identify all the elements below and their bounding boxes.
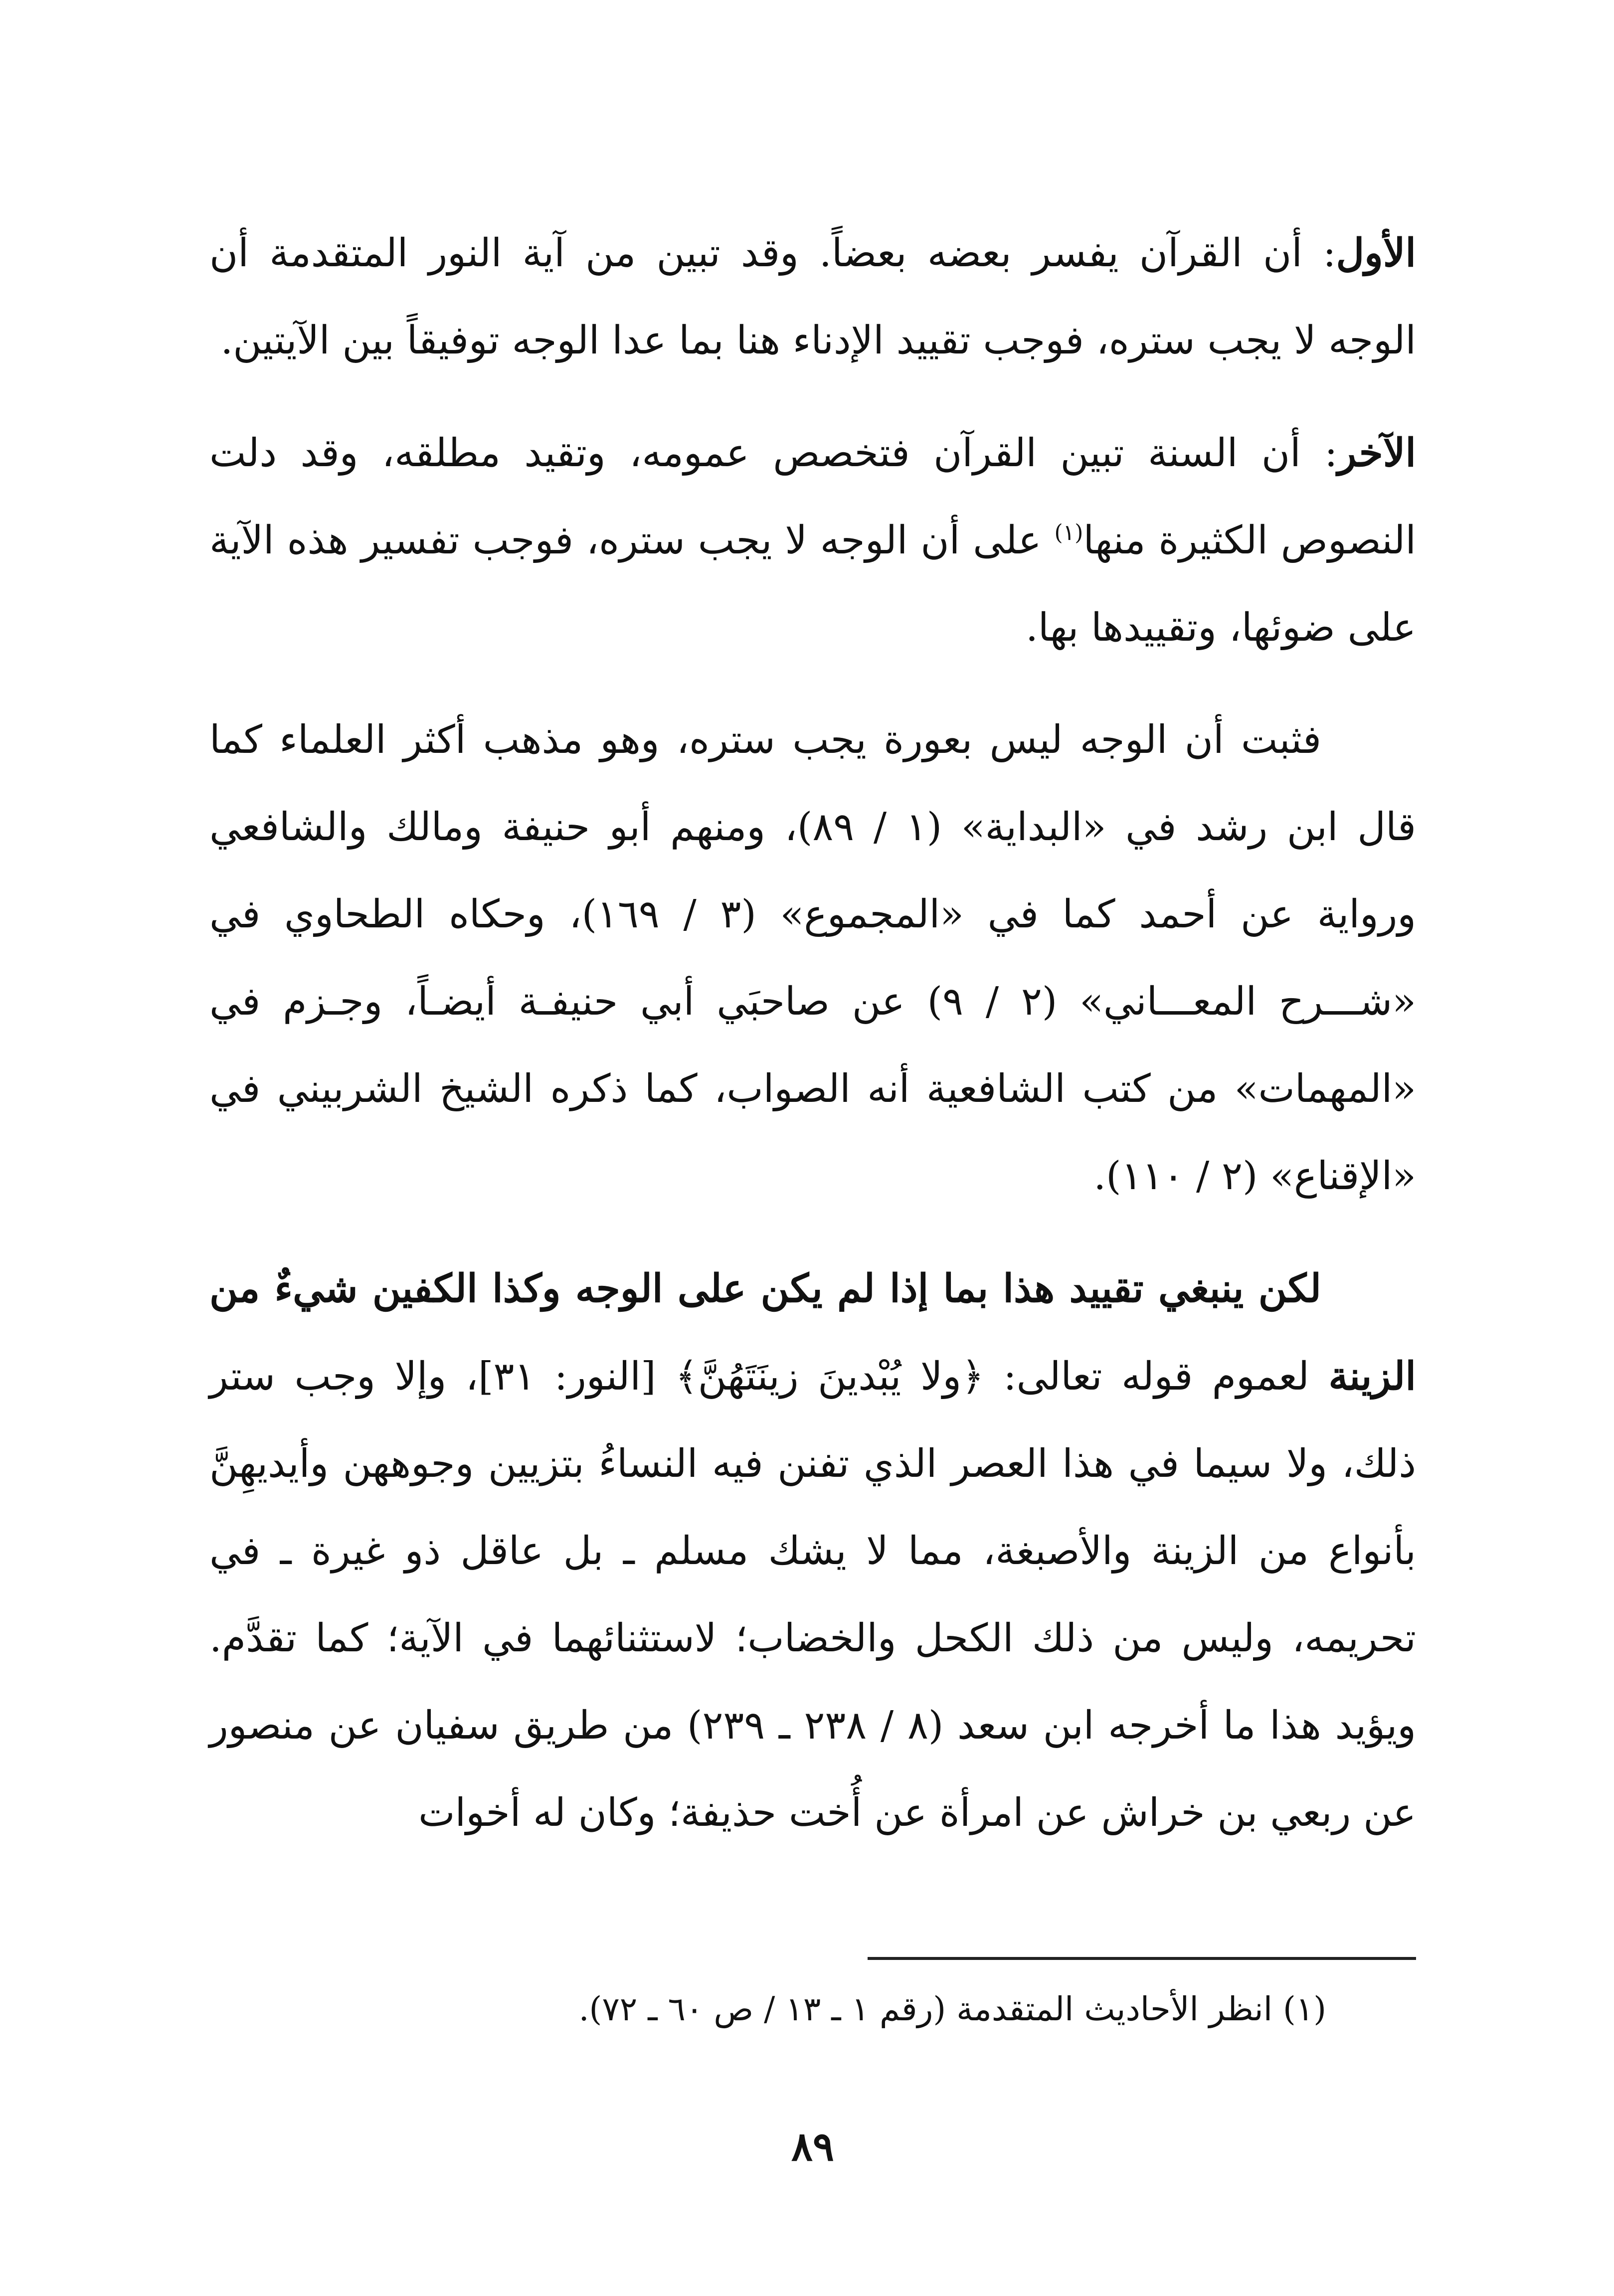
paragraph-third — [209, 697, 1416, 1220]
footnote: (١) انظر الأحاديث المتقدمة (رقم ١ ـ ١٣ / ص ٦٠ ـ ٧٢). — [578, 1990, 1326, 2028]
paragraph-lead: الأول — [1336, 230, 1416, 276]
paragraph-text: على أن الوجه لا يجب ستره، فوجب تفسير هذه الآية على ضوئها، وتقييدها بها. — [209, 518, 1416, 650]
paragraph-fourth — [209, 1245, 1416, 1857]
paragraph-text: فثبت أن الوجه ليس بعورة يجب ستره، وهو مذهب أكثر العلماء كما قال ابن رشد في «البداية» (١ / ٨٩)، ومنهم أبو حنيفة ومالك والشافعي ورواية عن أحمد كما في «المجموع» (٣ / ١٦٩)، وحكاه الطحاوي في «شـــرح المعـــاني» (٢ / ٩) عن صاحبَي أبي حنيفـة أيضـاً، وجـزم في «المهمات» من كتب الشافعية أنه الصواب، كما ذكره الشيخ الشربيني في «الإقناع» (٢ / ١١٠). — [209, 717, 1416, 1199]
paragraph-bold-text: لكن ينبغي تقييد هذا بما إذا لم يكن على الوجه وكذا الكفين شيءٌ من الزينة — [209, 1266, 1416, 1399]
paragraph-second — [209, 409, 1416, 672]
paragraph-first — [209, 209, 1416, 384]
main-text — [209, 209, 1416, 1857]
paragraph-text: لعموم قوله تعالى: ﴿ولا يُبْدينَ زينَتَهُنَّ﴾ [النور: ٣١]، وإلا وجب ستر ذلك، ولا سيما في هذا العصر الذي تفنن فيه النساءُ بتزيين وجوههن وأيديهِنَّ بأنواع من الزينة والأصبغة، مما لا يشك مسلم ـ بل عاقل ذو غيرة ـ في تحريمه، وليس من ذلك الكحل والخضاب؛ لاستثنائهما في الآية؛ كما تقدَّم. ويؤيد هذا ما أخرجه ابن سعد (٨ / ٢٣٨ ـ ٢٣٩) من طريق سفيان عن منصور عن ربعي بن خراش عن امرأة عن أُخت حذيفة؛ وكان له أخوات — [209, 1354, 1417, 1835]
book-page — [209, 0, 1416, 2296]
paragraph-text: : أن السنة تبين القرآن فتخصص عمومه، وتقيد مطلقه، وقد دلت النصوص الكثيرة منها — [209, 431, 1416, 563]
page-number: ٨٩ — [791, 2123, 834, 2170]
paragraph-text: : أن القرآن يفسر بعضه بعضاً. وقد تبين من آية النور المتقدمة أن الوجه لا يجب ستره، فوجب تقييد الإدناء هنا بما عدا الوجه توفيقاً بين الآيتين. — [209, 231, 1416, 363]
footnote-separator — [868, 1957, 1416, 1960]
footnote-reference[interactable]: (١) — [1054, 520, 1083, 545]
paragraph-lead: الآخر — [1337, 430, 1416, 476]
